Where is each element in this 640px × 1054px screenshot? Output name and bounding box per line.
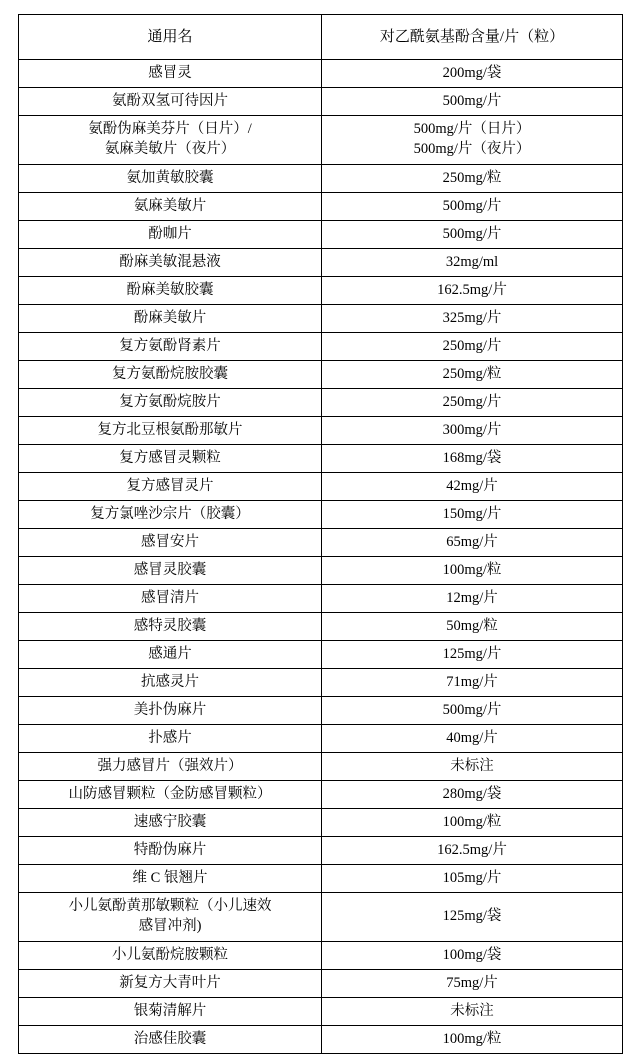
cell-text-line: 小儿氨酚烷胺颗粒	[112, 946, 228, 963]
cell-generic-name	[19, 893, 322, 942]
table-row	[19, 249, 623, 277]
cell-text-line: 酚麻美敏片	[133, 309, 207, 326]
table-row	[19, 865, 623, 893]
cell-paracetamol-content	[322, 942, 623, 970]
cell-text-line: 速感宁胶囊	[133, 813, 207, 830]
table-row	[19, 501, 623, 529]
cell-paracetamol-content	[322, 445, 623, 473]
cell-text-line: 感特灵胶囊	[133, 617, 207, 634]
cell-text-line: 250mg/粒	[442, 365, 502, 382]
cell-text-line: 12mg/片	[446, 589, 498, 606]
cell-generic-name	[19, 88, 322, 116]
cell-paracetamol-content	[322, 417, 623, 445]
table-row	[19, 193, 623, 221]
table-row	[19, 445, 623, 473]
cell-paracetamol-content	[322, 88, 623, 116]
cell-generic-name	[19, 998, 322, 1026]
cell-generic-name	[19, 669, 322, 697]
cell-paracetamol-content	[322, 865, 623, 893]
cell-text-line: 300mg/片	[442, 421, 502, 438]
cell-generic-name	[19, 361, 322, 389]
table-row	[19, 970, 623, 998]
cell-text-line: 500mg/片（日片）	[413, 121, 531, 138]
cell-text-line: 强力感冒片（强效片）	[97, 757, 243, 774]
cell-paracetamol-content	[322, 501, 623, 529]
cell-text-line: 山防感冒颗粒（金防感冒颗粒）	[68, 785, 272, 802]
table-row	[19, 669, 623, 697]
cell-paracetamol-content	[322, 557, 623, 585]
column-header-generic-name: 通用名	[19, 15, 322, 60]
table-row	[19, 613, 623, 641]
cell-paracetamol-content	[322, 970, 623, 998]
cell-paracetamol-content	[322, 221, 623, 249]
table-row	[19, 333, 623, 361]
cell-text-line: 银菊清解片	[133, 1002, 207, 1019]
cell-paracetamol-content	[322, 333, 623, 361]
cell-text-line: 42mg/片	[446, 477, 498, 494]
table-row	[19, 837, 623, 865]
table-row	[19, 585, 623, 613]
cell-generic-name	[19, 165, 322, 193]
cell-text-line: 扑感片	[148, 729, 192, 746]
cell-generic-name	[19, 333, 322, 361]
cell-text-line: 100mg/粒	[442, 1030, 502, 1047]
cell-generic-name	[19, 781, 322, 809]
cell-generic-name	[19, 417, 322, 445]
cell-text-line: 治感佳胶囊	[133, 1030, 207, 1047]
cell-generic-name	[19, 865, 322, 893]
cell-text-line: 150mg/片	[442, 505, 502, 522]
table-row	[19, 221, 623, 249]
cell-paracetamol-content	[322, 249, 623, 277]
cell-text-line: 250mg/粒	[442, 169, 502, 186]
table-row	[19, 893, 623, 942]
cell-generic-name	[19, 116, 322, 165]
cell-generic-name	[19, 1026, 322, 1054]
table-row	[19, 781, 623, 809]
cell-text-line: 感冒灵	[148, 64, 192, 81]
cell-text-line: 复方氯唑沙宗片（胶囊）	[90, 505, 250, 522]
cell-text-line: 500mg/片	[442, 701, 502, 718]
cell-text-line: 250mg/片	[442, 393, 502, 410]
table-row	[19, 361, 623, 389]
cell-generic-name	[19, 193, 322, 221]
cell-text-line: 小儿氨酚黄那敏颗粒（小儿速效	[68, 898, 272, 915]
cell-generic-name	[19, 970, 322, 998]
cell-generic-name	[19, 641, 322, 669]
cell-generic-name	[19, 221, 322, 249]
cell-text-line: 280mg/袋	[442, 785, 502, 802]
table-header	[19, 15, 623, 60]
cell-paracetamol-content	[322, 613, 623, 641]
column-header-paracetamol-content: 对乙酰氨基酚含量/片（粒）	[322, 15, 623, 60]
cell-text-line: 105mg/片	[442, 869, 502, 886]
cell-paracetamol-content	[322, 361, 623, 389]
cell-generic-name	[19, 473, 322, 501]
cell-text-line: 162.5mg/片	[437, 281, 507, 298]
cell-text-line: 复方氨酚烷胺片	[119, 393, 221, 410]
cell-text-line: 感冒灵胶囊	[133, 561, 207, 578]
cell-text-line: 500mg/片	[442, 225, 502, 242]
cell-text-line: 100mg/袋	[442, 946, 502, 963]
table-body	[19, 60, 623, 1054]
cell-paracetamol-content	[322, 1026, 623, 1054]
cell-generic-name	[19, 613, 322, 641]
cell-paracetamol-content	[322, 893, 623, 942]
cell-paracetamol-content	[322, 753, 623, 781]
cell-text-line: 65mg/片	[446, 533, 498, 550]
cell-text-line: 168mg/袋	[442, 449, 502, 466]
cell-paracetamol-content	[322, 389, 623, 417]
cell-generic-name	[19, 557, 322, 585]
cell-generic-name	[19, 249, 322, 277]
cell-text-line: 40mg/片	[446, 729, 498, 746]
cell-text-line: 162.5mg/片	[437, 841, 507, 858]
cell-generic-name	[19, 837, 322, 865]
cell-text-line: 感冒安片	[141, 533, 199, 550]
cell-text-line: 325mg/片	[442, 309, 502, 326]
cell-text-line: 250mg/片	[442, 337, 502, 354]
cell-text-line: 500mg/片	[442, 92, 502, 109]
cell-paracetamol-content	[322, 697, 623, 725]
table-row	[19, 557, 623, 585]
cell-text-line: 特酚伪麻片	[133, 841, 207, 858]
cell-paracetamol-content	[322, 529, 623, 557]
table-row	[19, 417, 623, 445]
cell-text-line: 维 C 银翘片	[132, 869, 208, 886]
table-row	[19, 116, 623, 165]
cell-text-line: 32mg/ml	[445, 253, 499, 270]
table-row	[19, 998, 623, 1026]
cell-generic-name	[19, 60, 322, 88]
table-header-row	[19, 15, 623, 60]
cell-text-line: 复方氨酚肾素片	[119, 337, 221, 354]
cell-paracetamol-content	[322, 165, 623, 193]
cell-text-line: 71mg/片	[446, 673, 498, 690]
cell-text-line: 复方感冒灵片	[126, 477, 214, 494]
cell-text-line: 125mg/袋	[442, 908, 502, 925]
table-row	[19, 942, 623, 970]
table-row	[19, 697, 623, 725]
cell-text-line: 100mg/粒	[442, 561, 502, 578]
cell-text-line: 酚麻美敏胶囊	[126, 281, 214, 298]
cell-generic-name	[19, 942, 322, 970]
table-row	[19, 165, 623, 193]
cell-text-line: 酚麻美敏混悬液	[119, 253, 221, 270]
table-row	[19, 809, 623, 837]
cell-text-line: 500mg/片	[442, 197, 502, 214]
cell-text-line: 100mg/粒	[442, 813, 502, 830]
cell-paracetamol-content	[322, 473, 623, 501]
cell-text-line: 未标注	[450, 757, 494, 774]
cell-paracetamol-content	[322, 193, 623, 221]
table-row	[19, 1026, 623, 1054]
cell-text-line: 氨酚伪麻美芬片（日片）/	[88, 121, 252, 138]
cell-paracetamol-content	[322, 669, 623, 697]
cell-text-line: 氨加黄敏胶囊	[126, 169, 214, 186]
table-row	[19, 529, 623, 557]
cell-text-line: 氨麻美敏片（夜片）	[104, 141, 236, 157]
cell-generic-name	[19, 501, 322, 529]
cell-text-line: 复方北豆根氨酚那敏片	[97, 421, 243, 438]
cell-generic-name	[19, 725, 322, 753]
cell-generic-name	[19, 277, 322, 305]
table-row	[19, 277, 623, 305]
cell-paracetamol-content	[322, 998, 623, 1026]
cell-generic-name	[19, 809, 322, 837]
cell-text-line: 氨酚双氢可待因片	[112, 92, 228, 109]
cell-paracetamol-content	[322, 641, 623, 669]
cell-text-line: 感冒清片	[141, 589, 199, 606]
cell-generic-name	[19, 585, 322, 613]
cell-generic-name	[19, 697, 322, 725]
cell-text-line: 新复方大青叶片	[119, 974, 221, 991]
cell-paracetamol-content	[322, 781, 623, 809]
table-row	[19, 725, 623, 753]
table-row	[19, 389, 623, 417]
cell-text-line: 75mg/片	[446, 974, 498, 991]
table-row	[19, 473, 623, 501]
cell-generic-name	[19, 445, 322, 473]
cell-paracetamol-content	[322, 116, 623, 165]
drug-content-table	[18, 14, 623, 1054]
cell-text-line: 200mg/袋	[442, 64, 502, 81]
cell-paracetamol-content	[322, 60, 623, 88]
cell-text-line: 酚咖片	[148, 225, 192, 242]
cell-text-line: 125mg/片	[442, 645, 502, 662]
cell-text-line: 感冒冲剂)	[138, 918, 202, 934]
cell-paracetamol-content	[322, 277, 623, 305]
cell-text-line: 抗感灵片	[141, 673, 199, 690]
cell-paracetamol-content	[322, 725, 623, 753]
cell-text-line: 复方感冒灵颗粒	[119, 449, 221, 466]
cell-generic-name	[19, 305, 322, 333]
table-row	[19, 753, 623, 781]
table-row	[19, 60, 623, 88]
cell-generic-name	[19, 389, 322, 417]
table-row	[19, 305, 623, 333]
cell-text-line: 500mg/片（夜片）	[413, 141, 531, 157]
cell-generic-name	[19, 753, 322, 781]
cell-paracetamol-content	[322, 837, 623, 865]
cell-text-line: 未标注	[450, 1002, 494, 1019]
table-row	[19, 641, 623, 669]
cell-text-line: 感通片	[148, 645, 192, 662]
cell-text-line: 美扑伪麻片	[133, 701, 207, 718]
cell-paracetamol-content	[322, 809, 623, 837]
cell-text-line: 50mg/粒	[446, 617, 498, 634]
cell-text-line: 复方氨酚烷胺胶囊	[112, 365, 228, 382]
cell-generic-name	[19, 529, 322, 557]
table-row	[19, 88, 623, 116]
cell-paracetamol-content	[322, 585, 623, 613]
cell-text-line: 氨麻美敏片	[133, 197, 207, 214]
cell-paracetamol-content	[322, 305, 623, 333]
